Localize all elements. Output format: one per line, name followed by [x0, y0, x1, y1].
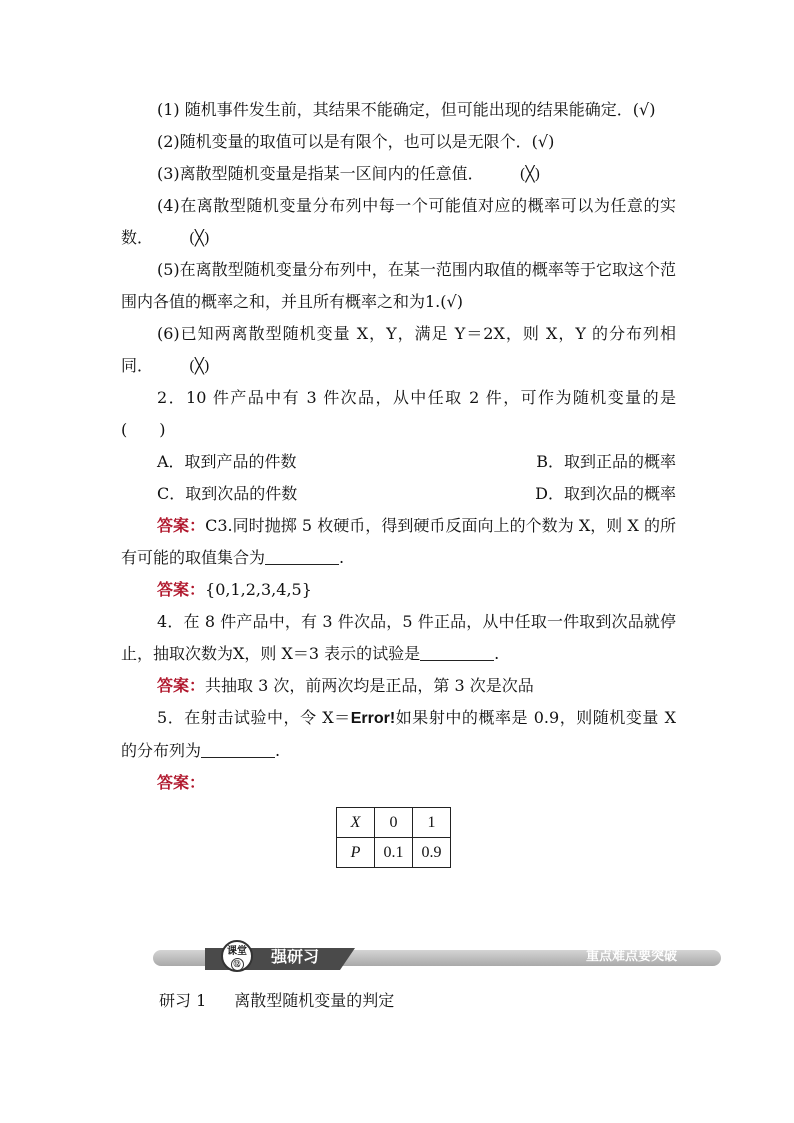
question-3-answer: [121, 574, 676, 606]
options-row-1: [121, 446, 676, 478]
classroom-badge-icon: [221, 940, 253, 972]
question-5-stem-a: 5．在射击试验中，令 X＝: [157, 708, 351, 727]
option-c: C．取到次品的件数: [157, 484, 298, 503]
option-d: D．取到次品的概率: [535, 484, 676, 503]
table-cell: 1: [413, 808, 451, 838]
judgement-text: (4)在离散型随机变量分布列中每一个可能值对应的概率可以为任意的实数．: [121, 196, 676, 247]
badge-label: 课堂: [227, 946, 247, 957]
document-body: [121, 94, 676, 868]
question-5-answer: [121, 767, 676, 799]
judgement-2: [121, 126, 676, 158]
option-b: B．取到正品的概率: [536, 452, 676, 471]
judgement-5: [121, 254, 676, 318]
table-row: [337, 808, 451, 838]
judgement-mark: (╳): [519, 165, 541, 183]
judgement-mark: (╳): [189, 229, 210, 247]
judgement-4: [121, 190, 676, 254]
judgement-mark: (√): [531, 132, 555, 151]
answer-label: 答案：: [157, 773, 206, 792]
judgement-text: (2)随机变量的取值可以是有限个，也可以是无限个．: [157, 132, 532, 151]
answer-label: 答案：: [157, 516, 206, 535]
section-label: 研习 1: [159, 991, 207, 1010]
answer-blank: [265, 546, 339, 565]
period: .: [494, 644, 500, 663]
table-cell: 0.1: [375, 838, 413, 868]
distribution-table: [336, 807, 451, 868]
judgement-1: [121, 94, 676, 126]
question-3: [121, 510, 676, 574]
answer-label: 答案：: [157, 580, 206, 599]
banner-subtitle: 重点难点要突破: [585, 949, 677, 964]
section-title: 离散型随机变量的判定: [234, 991, 395, 1010]
table-row: [337, 838, 451, 868]
period: .: [339, 548, 345, 567]
judgement-text: (6)已知两离散型随机变量 X，Y，满足 Y＝2X，则 X，Y 的分布列相同．: [121, 324, 676, 375]
table-cell: P: [337, 838, 375, 868]
judgement-6: [121, 318, 676, 382]
error-text: Error!: [350, 710, 396, 727]
question-3-stem: C3.同时抛掷 5 枚硬币，得到硬币反面向上的个数为 X，则 X 的所有可能的取值集合为: [121, 516, 676, 567]
question-2-stem: 2．10 件产品中有 3 件次品，从中任取 2 件，可作为随机变量的是( ): [121, 388, 676, 439]
question-4-stem: 4．在 8 件产品中，有 3 件次品，5 件正品，从中任取一件取到次品就停止，抽取次数为X，则 X＝3 表示的试验是: [121, 612, 676, 663]
table-cell: 0.9: [413, 838, 451, 868]
judgement-text: (1) 随机事件发生前，其结果不能确定，但可能出现的结果能确定．: [157, 100, 633, 119]
banner-title: 强研习: [271, 947, 320, 966]
answer-label: 答案：: [157, 676, 206, 695]
options-row-2: [121, 478, 676, 510]
judgement-3: [121, 158, 676, 190]
judgement-text: (3)离散型随机变量是指某一区间内的任意值．: [157, 164, 484, 183]
table-cell: X: [337, 808, 375, 838]
option-a: A．取到产品的件数: [157, 452, 297, 471]
section-banner: [153, 948, 721, 968]
judgement-mark: (╳): [189, 357, 210, 375]
answer-blank: [420, 642, 494, 661]
answer-text: 共抽取 3 次，前两次均是正品，第 3 次是次品: [205, 676, 534, 695]
answer-blank: [201, 739, 275, 758]
judgement-mark: (√): [632, 100, 656, 119]
question-5-stem-b: 如果射中的概率是 0.9，则随机变量 X 的分布列为: [121, 708, 676, 760]
question-4: [121, 606, 676, 670]
period: .: [275, 741, 281, 760]
question-4-answer: [121, 670, 676, 702]
badge-number: ⑫: [231, 958, 244, 971]
question-5: [121, 702, 676, 767]
section-heading: [159, 985, 394, 1017]
table-cell: 0: [375, 808, 413, 838]
judgement-text: (5)在离散型随机变量分布列中，在某一范围内取值的概率等于它取这个范围内各值的概率之和，并且所有概率之和为1.: [121, 260, 676, 311]
answer-text: {0,1,2,3,4,5}: [205, 580, 312, 599]
judgement-mark: (√): [440, 292, 463, 311]
